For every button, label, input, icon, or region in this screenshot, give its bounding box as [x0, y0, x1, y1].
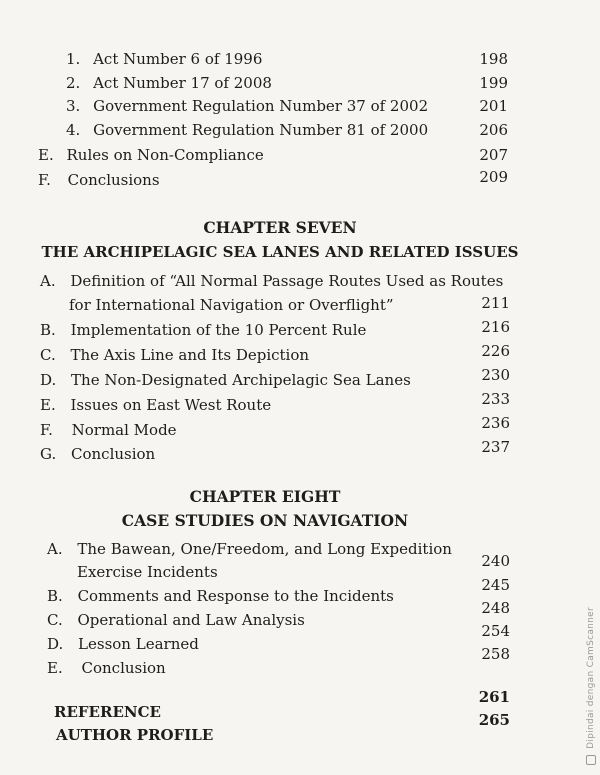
entry-title: Government Regulation Number 81 of 2000: [93, 121, 429, 139]
entry-label: 4.: [66, 121, 81, 139]
page-number: 226: [481, 342, 510, 360]
entry-title: Conclusion: [81, 659, 166, 677]
entry-title: Lesson Learned: [78, 635, 199, 653]
toc-entry: [66, 97, 428, 115]
camscanner-icon: [586, 755, 596, 765]
entry-title: Implementation of the 10 Percent Rule: [70, 321, 367, 339]
toc-entry: [47, 587, 394, 605]
page-number: 236: [481, 414, 510, 432]
entry-title: Operational and Law Analysis: [77, 611, 305, 629]
toc-entry: [40, 421, 177, 439]
entry-title: Act Number 6 of 1996: [93, 50, 263, 68]
entry-title: The Axis Line and Its Depiction: [70, 346, 310, 364]
entry-title: Conclusion: [71, 445, 156, 463]
entry-label: F.: [40, 421, 53, 439]
entry-label: B.: [47, 587, 63, 605]
page-number: 237: [481, 438, 510, 456]
entry-title: Conclusions: [67, 171, 160, 189]
entry-title: The Non-Designated Archipelagic Sea Lanes: [71, 371, 411, 389]
page-number: 230: [481, 366, 510, 384]
entry-label: E.: [47, 659, 63, 677]
entry-label: 1.: [66, 50, 81, 68]
page-number: 254: [481, 622, 510, 640]
page-number: 207: [479, 146, 508, 164]
toc-entry: [40, 321, 366, 339]
reference-entry: REFERENCE: [54, 703, 161, 721]
toc-entry: [40, 396, 271, 414]
toc-entry: [38, 171, 160, 189]
entry-label: C.: [47, 611, 63, 629]
toc-entry: [38, 146, 264, 164]
entry-label: E.: [38, 146, 54, 164]
entry-title: Rules on Non-Compliance: [66, 146, 264, 164]
entry-title: Definition of “All Normal Passage Routes Used as Routes: [70, 272, 504, 290]
entry-label: F.: [38, 171, 51, 189]
author-profile-entry: AUTHOR PROFILE: [56, 726, 214, 744]
toc-entry: [47, 611, 305, 629]
entry-label: E.: [40, 396, 56, 414]
scanner-watermark: [586, 607, 596, 765]
entry-title: Act Number 17 of 2008: [93, 74, 272, 92]
entry-label: A.: [40, 272, 56, 290]
entry-label: G.: [40, 445, 57, 463]
entry-title-continued: for International Navigation or Overflight”: [69, 296, 394, 314]
entry-title: Government Regulation Number 37 of 2002: [93, 97, 429, 115]
toc-entry: [66, 50, 262, 68]
page-number: 245: [481, 576, 510, 594]
entry-label: A.: [47, 540, 63, 558]
chapter-heading: CHAPTER SEVEN: [203, 218, 357, 237]
entry-label: D.: [40, 371, 57, 389]
page-number: 209: [479, 168, 508, 186]
page-number: 265: [478, 711, 510, 729]
chapter-heading: CHAPTER EIGHT: [189, 487, 341, 506]
toc-entry: [40, 346, 309, 364]
entry-label: 2.: [66, 74, 81, 92]
toc-entry: [40, 445, 155, 463]
chapter-title: THE ARCHIPELAGIC SEA LANES AND RELATED ISSUES: [41, 243, 519, 261]
toc-entry: [47, 635, 199, 653]
page-number: 233: [481, 390, 510, 408]
entry-title: The Bawean, One/Freedom, and Long Expedition: [77, 540, 452, 558]
toc-entry: [40, 272, 503, 290]
entry-title: Normal Mode: [71, 421, 177, 439]
entry-label: 3.: [66, 97, 81, 115]
toc-entry: [47, 659, 166, 677]
entry-title: Issues on East West Route: [70, 396, 272, 414]
page-number: 201: [479, 97, 508, 115]
entry-label: C.: [40, 346, 56, 364]
page-number: 216: [481, 318, 510, 336]
entry-label: D.: [47, 635, 64, 653]
page-number: 258: [481, 645, 510, 663]
page-number: 198: [479, 50, 508, 68]
page-number: 211: [481, 294, 510, 312]
entry-label: B.: [40, 321, 56, 339]
entry-title-continued: Exercise Incidents: [77, 563, 218, 581]
page-number: 248: [481, 599, 510, 617]
toc-entry: [66, 121, 428, 139]
toc-entry: [47, 540, 452, 558]
page-number: 199: [479, 74, 508, 92]
page-number: 240: [481, 552, 510, 570]
chapter-title: CASE STUDIES ON NAVIGATION: [121, 511, 409, 530]
watermark-text: Dipindai dengan CamScanner: [586, 606, 596, 749]
toc-entry: [66, 74, 272, 92]
entry-title: Comments and Response to the Incidents: [77, 587, 394, 605]
page-number: 206: [479, 121, 508, 139]
page-number: 261: [478, 688, 510, 706]
toc-entry: [40, 371, 411, 389]
